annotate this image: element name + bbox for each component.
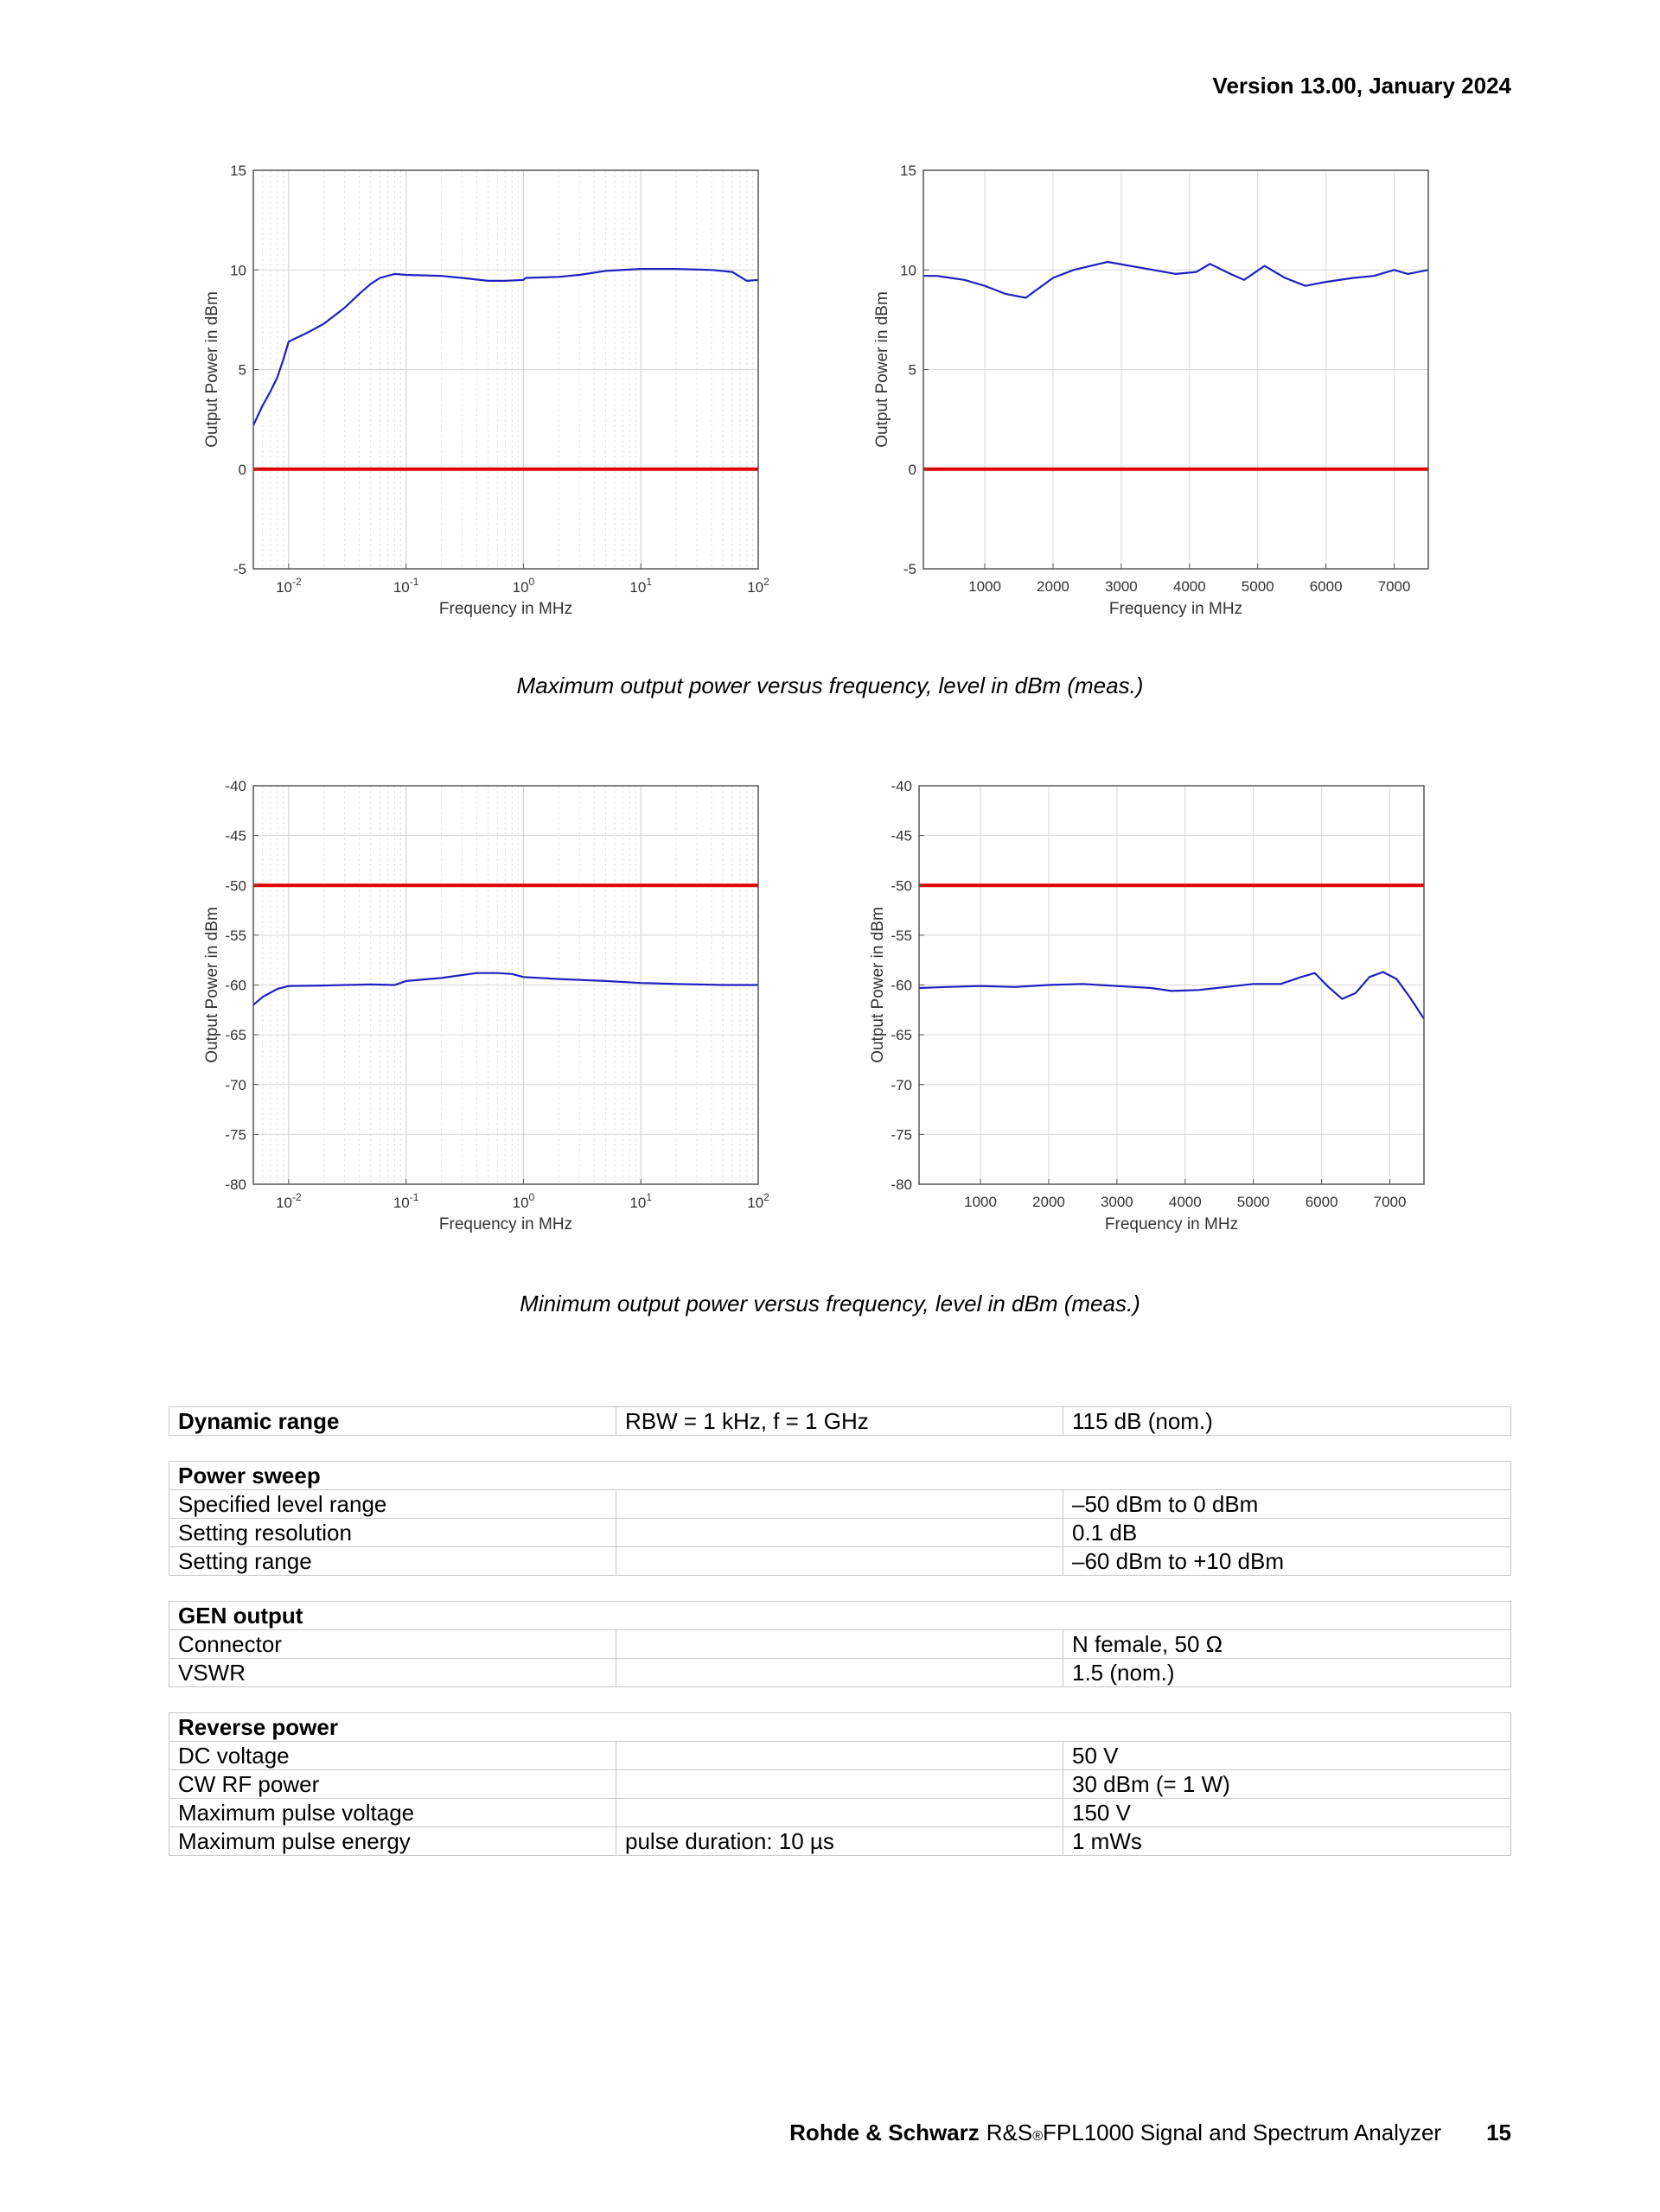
footer-product-name: FPL1000 Signal and Spectrum Analyzer [1043,2120,1442,2145]
table-cell: 0.1 dB [1063,1519,1511,1547]
spec-table [169,1406,1511,1856]
x-tick-label: $10^2$ [747,576,769,596]
table-section-heading: Reverse power [169,1713,1511,1742]
page-footer [789,2120,1511,2146]
y-tick-label: -55 [891,927,912,944]
table-row [169,1770,1511,1799]
table-section-heading: Power sweep [169,1462,1511,1490]
y-tick-label: -75 [891,1126,912,1144]
table-cell [616,1547,1063,1576]
table-row [169,1659,1511,1687]
table-row [169,1827,1511,1856]
chart-min-power-log [195,775,782,1242]
y-tick-label: -50 [225,877,246,895]
y-tick-label: -50 [891,877,912,895]
table-cell: –50 dBm to 0 dBm [1063,1490,1511,1519]
y-tick-label: -70 [891,1076,912,1093]
x-axis-label: Frequency in MHz [438,1215,573,1233]
table-cell: pulse duration: 10 µs [616,1827,1063,1856]
y-tick-label: -75 [225,1126,246,1144]
table-cell: 150 V [1063,1799,1511,1827]
caption-max-output-power: Maximum output power versus frequency, level in dBm (meas.) [516,673,1144,698]
x-tick-label: 1000 [968,578,1001,595]
table-row [169,1799,1511,1827]
x-tick-label: $10^{-1}$ [393,1191,419,1211]
y-tick-label: -60 [891,977,912,994]
x-tick-label: 4000 [1168,1194,1202,1210]
table-cell: 30 dBm (= 1 W) [1063,1770,1511,1799]
table-row [169,1462,1511,1490]
y-axis-label: Output Power in dBm [869,907,887,1063]
y-tick-label: -40 [891,778,912,794]
table-cell [616,1799,1063,1827]
x-tick-label: 7000 [1377,578,1411,595]
chart-svg [860,775,1448,1242]
table-cell: 1 mWs [1063,1827,1511,1856]
table-cell: N female, 50 Ω [1063,1630,1511,1659]
y-tick-label: 5 [238,361,246,379]
table-cell [616,1630,1063,1659]
table-cell: 50 V [1063,1742,1511,1770]
y-tick-label: 10 [230,262,246,279]
table-cell: –60 dBm to +10 dBm [1063,1547,1511,1576]
table-cell: Specified level range [169,1490,616,1519]
table-cell: Maximum pulse energy [169,1827,616,1856]
table-cell: VSWR [169,1659,616,1687]
table-cell: Setting range [169,1547,616,1576]
table-spacer [169,1436,1511,1462]
footer-registered-mark: ® [1032,2129,1044,2144]
x-tick-label: 5000 [1241,578,1274,595]
x-tick-label: $10^{-2}$ [276,1191,302,1211]
y-tick-label: -5 [903,561,916,577]
table-row [169,1519,1511,1547]
y-axis-label: Output Power in dBm [873,291,891,448]
table-cell: CW RF power [169,1770,616,1799]
y-tick-label: 15 [900,163,916,179]
table-spacer [169,1576,1511,1602]
x-tick-label: 3000 [1104,578,1138,595]
x-tick-label: 2000 [1037,578,1069,595]
y-tick-label: -65 [891,1027,912,1044]
y-tick-label: -80 [891,1176,912,1193]
table-row [169,1602,1511,1630]
chart-svg [195,160,782,627]
y-tick-label: -60 [225,977,246,994]
table-cell: Connector [169,1630,616,1659]
y-tick-label: 0 [908,461,916,478]
y-tick-label: 5 [908,361,916,379]
chart-min-power-linear [860,775,1448,1242]
table-row [169,1490,1511,1519]
x-tick-label: 3000 [1100,1194,1133,1210]
y-tick-label: 10 [900,262,916,279]
x-tick-label: $10^0$ [512,1191,535,1211]
x-tick-label: 6000 [1309,578,1343,595]
y-tick-label: 0 [238,461,246,478]
footer-brand: Rohde & Schwarz [789,2120,980,2145]
y-tick-label: -45 [225,827,246,845]
table-cell: Maximum pulse voltage [169,1799,616,1827]
page-number: 15 [1486,2120,1511,2145]
footer-product-prefix: R&S [986,2120,1033,2145]
table-cell: 1.5 (nom.) [1063,1659,1511,1687]
chart-svg [195,775,782,1242]
table-cell: 115 dB (nom.) [1063,1407,1511,1436]
x-tick-label: 5000 [1236,1194,1270,1210]
table-cell [616,1659,1063,1687]
x-tick-label: 6000 [1305,1194,1338,1210]
y-tick-label: -65 [225,1027,246,1044]
x-tick-label: $10^{-2}$ [276,576,302,596]
table-cell: Setting resolution [169,1519,616,1547]
document-version: Version 13.00, January 2024 [1212,73,1511,99]
x-tick-label: $10^0$ [512,576,535,596]
table-cell [616,1490,1063,1519]
table-row [169,1742,1511,1770]
table-row [169,1713,1511,1742]
table-spacer [169,1687,1511,1713]
y-tick-label: -70 [225,1076,246,1093]
chart-max-power-log [195,160,782,627]
x-tick-label: $10^{-1}$ [393,576,419,596]
table-section-heading: GEN output [169,1602,1511,1630]
x-tick-label: $10^2$ [747,1191,769,1211]
table-cell: DC voltage [169,1742,616,1770]
table-cell: Dynamic range [169,1407,616,1436]
y-tick-label: -45 [891,827,912,845]
y-tick-label: -80 [225,1176,246,1193]
x-axis-label: Frequency in MHz [1108,600,1243,618]
x-axis-label: Frequency in MHz [438,600,573,618]
y-tick-label: -5 [233,561,246,577]
table-cell [616,1519,1063,1547]
table-row [169,1407,1511,1436]
y-axis-label: Output Power in dBm [203,291,221,448]
table-cell [616,1770,1063,1799]
x-tick-label: 4000 [1172,578,1206,595]
x-axis-label: Frequency in MHz [1104,1215,1239,1233]
x-tick-label: 1000 [964,1194,997,1210]
table-row [169,1630,1511,1659]
chart-svg [865,160,1452,627]
y-axis-label: Output Power in dBm [203,907,221,1063]
y-tick-label: -40 [225,778,246,794]
x-tick-label: 2000 [1032,1194,1065,1210]
table-cell [616,1742,1063,1770]
x-tick-label: $10^1$ [629,1191,653,1211]
table-row [169,1547,1511,1576]
y-tick-label: 15 [230,163,246,179]
caption-min-output-power: Minimum output power versus frequency, level in dBm (meas.) [520,1291,1140,1316]
chart-max-power-linear [865,160,1452,627]
x-tick-label: $10^1$ [629,576,653,596]
table-cell: RBW = 1 kHz, f = 1 GHz [616,1407,1063,1436]
x-tick-label: 7000 [1373,1194,1407,1210]
y-tick-label: -55 [225,927,246,944]
